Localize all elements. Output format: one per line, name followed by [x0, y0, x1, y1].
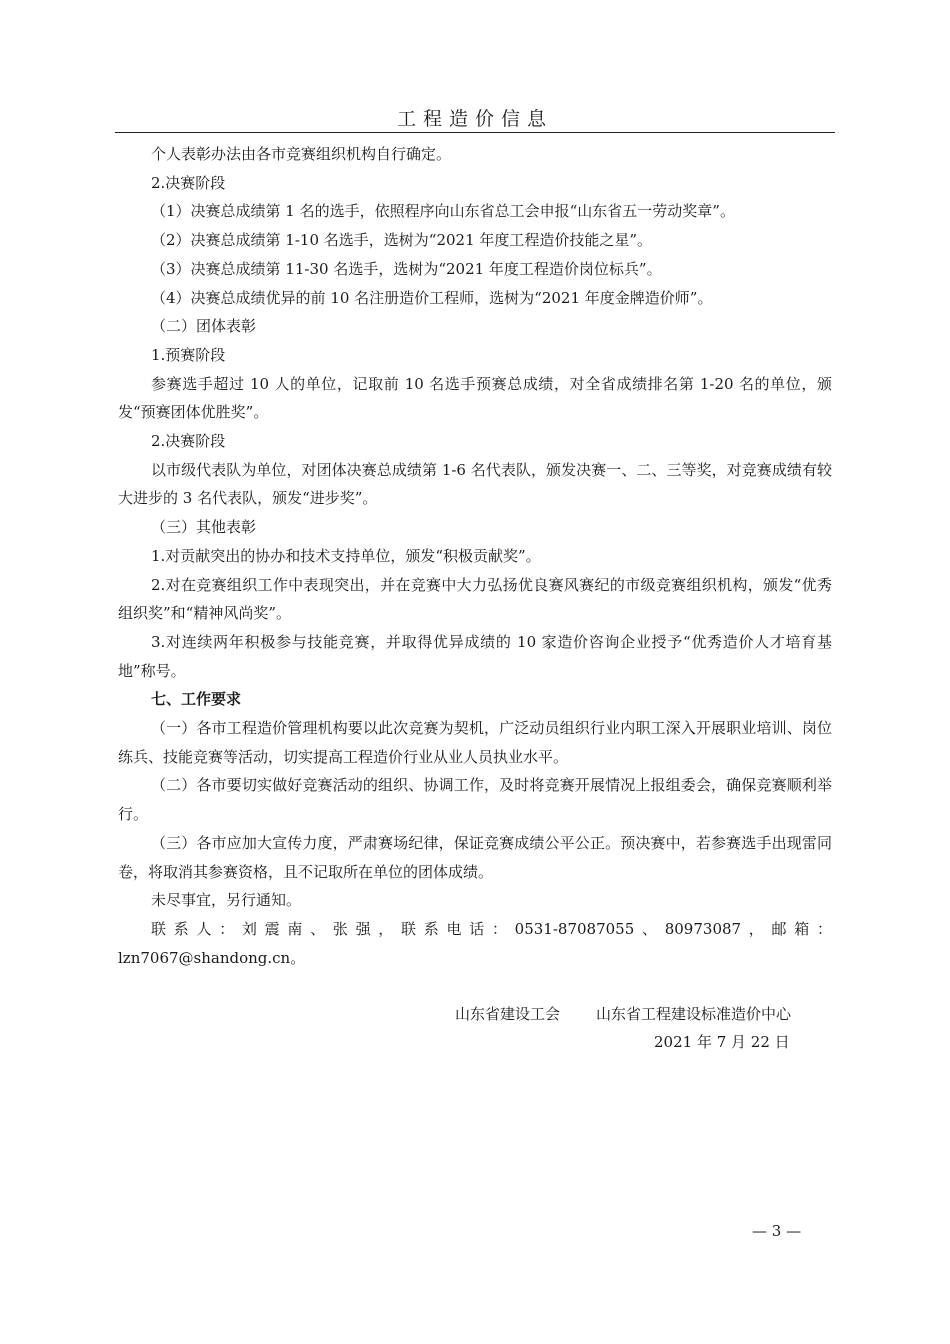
signature-org-2: 山东省工程建设标准造价中心	[596, 1005, 792, 1023]
paragraph: 以市级代表队为单位，对团体决赛总成绩第 1-6 名代表队，颁发决赛一、二、三等奖，对竞赛成绩有较大进步的 3 名代表队，颁发“进步奖”。	[118, 460, 832, 508]
paragraph: （三）各市应加大宣传力度，严肃赛场纪律，保证竞赛成绩公平公正。预决赛中，若参赛选手出现雷同卷，将取消其参赛资格，且不记取所在单位的团体成绩。	[118, 833, 832, 881]
list-item: 3.对连续两年积极参与技能竞赛，并取得优异成绩的 10 家造价咨询企业授予“优秀造价人才培育基地”称号。	[118, 632, 832, 680]
paragraph: 参赛选手超过 10 人的单位，记取前 10 名选手预赛总成绩，对全省成绩排名第 1-20 名的单位，颁发“预赛团体优胜奖”。	[118, 374, 832, 422]
list-item: 1.对贡献突出的协办和技术支持单位，颁发“积极贡献奖”。	[151, 546, 541, 565]
list-item: （2）决赛总成绩第 1-10 名选手，选树为“2021 年度工程造价技能之星”。	[151, 231, 653, 250]
section-subheading: 2.决赛阶段	[151, 173, 226, 192]
list-item: （1）决赛总成绩第 1 名的选手，依照程序向山东省总工会申报“山东省五一劳动奖章”。	[151, 202, 735, 221]
list-item: （3）决赛总成绩第 11-30 名选手，选树为“2021 年度工程造价岗位标兵”。	[151, 259, 662, 278]
signature-date: 2021 年 7 月 22 日	[654, 1033, 790, 1051]
contact-info: 联系人：刘震南、张强，联系电话：0531-87087055、80973087，邮箱：lzn7067@shandong.cn。	[118, 919, 832, 967]
running-header-title: 工程造价信息	[396, 108, 553, 130]
header-divider	[115, 132, 835, 133]
paragraph: （一）各市工程造价管理机构要以此次竞赛为契机，广泛动员组织行业内职工深入开展职业培训、岗位练兵、技能竞赛等活动，切实提高工程造价行业从业人员执业水平。	[118, 719, 832, 766]
document-body	[118, 140, 832, 972]
list-item: 2.对在竞赛组织工作中表现突出，并在竞赛中大力弘扬优良赛风赛纪的市级竞赛组织机构，颁发“优秀组织奖”和“精神风尚奖”。	[118, 575, 832, 623]
section-subheading: 1.预赛阶段	[151, 345, 226, 364]
paragraph: 个人表彰办法由各市竞赛组织机构自行确定。	[151, 145, 452, 163]
paragraph: 未尽事宜，另行通知。	[151, 891, 302, 910]
signature-org-1: 山东省建设工会	[455, 1005, 561, 1023]
chapter-heading: 七、工作要求	[151, 690, 242, 709]
paragraph: （二）各市要切实做好竞赛活动的组织、协调工作，及时将竞赛开展情况上报组委会，确保竞赛顺利举行。	[118, 776, 832, 824]
page-number: — 3 —	[752, 1222, 802, 1240]
section-heading: （三）其他表彰	[151, 518, 257, 537]
section-heading: （二）团体表彰	[151, 317, 257, 336]
section-subheading: 2.决赛阶段	[151, 432, 226, 451]
list-item: （4）决赛总成绩优异的前 10 名注册造价工程师，选树为“2021 年度金牌造价师”。	[151, 288, 713, 307]
